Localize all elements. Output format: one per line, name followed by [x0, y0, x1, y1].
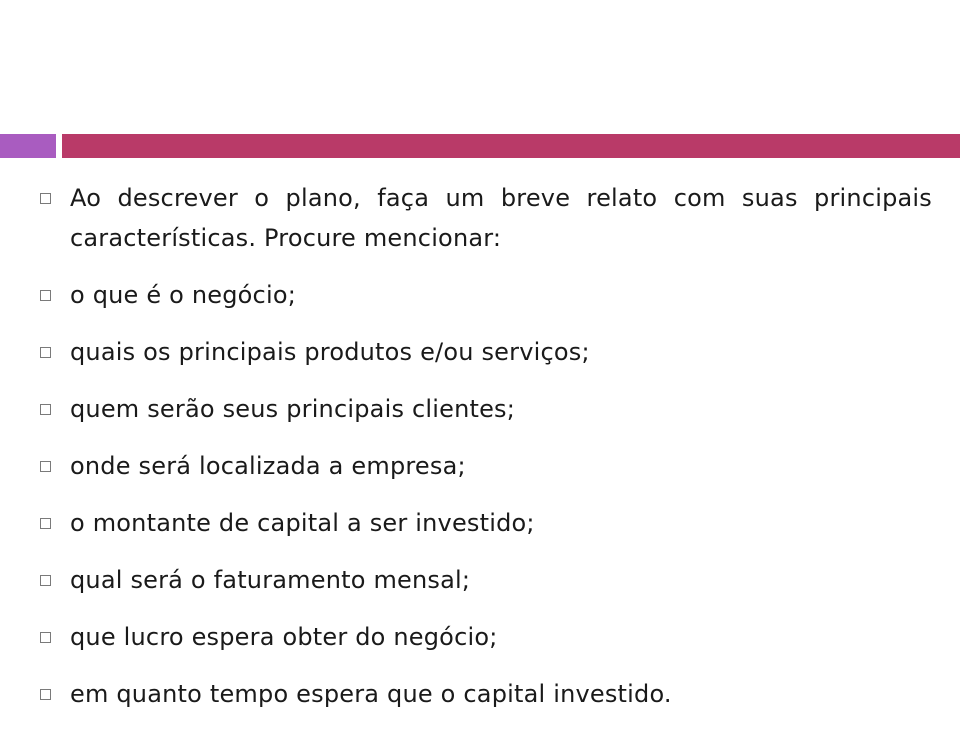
bullet-text: quem serão seus principais clientes;: [70, 395, 516, 423]
bullet-item: [40, 178, 932, 258]
square-bullet-icon: [40, 404, 51, 415]
bullet-item: [40, 446, 932, 486]
square-bullet-icon: [40, 518, 51, 529]
accent-bar-right: [62, 134, 960, 158]
square-bullet-icon: [40, 461, 51, 472]
bullet-text: qual será o faturamento mensal;: [70, 566, 471, 594]
bullet-item: [40, 389, 932, 429]
bullet-text: onde será localizada a empresa;: [70, 452, 466, 480]
bullet-item: [40, 617, 932, 657]
bullet-text: quais os principais produtos e/ou serviços;: [70, 338, 590, 366]
square-bullet-icon: [40, 632, 51, 643]
bullet-item: [40, 560, 932, 600]
square-bullet-icon: [40, 689, 51, 700]
bullet-list: [40, 178, 932, 731]
bullet-item: [40, 674, 932, 714]
bullet-item: [40, 503, 932, 543]
square-bullet-icon: [40, 347, 51, 358]
bullet-text: que lucro espera obter do negócio;: [70, 623, 498, 651]
bullet-text: o que é o negócio;: [70, 281, 296, 309]
accent-bar-left: [0, 134, 56, 158]
bullet-text: o montante de capital a ser investido;: [70, 509, 535, 537]
bullet-item: [40, 332, 932, 372]
square-bullet-icon: [40, 193, 51, 204]
square-bullet-icon: [40, 575, 51, 586]
bullet-text: em quanto tempo espera que o capital investido.: [70, 680, 672, 708]
bullet-item: [40, 275, 932, 315]
square-bullet-icon: [40, 290, 51, 301]
bullet-text: Ao descrever o plano, faça um breve relato com suas principais características. Procure mencionar:: [70, 184, 932, 252]
